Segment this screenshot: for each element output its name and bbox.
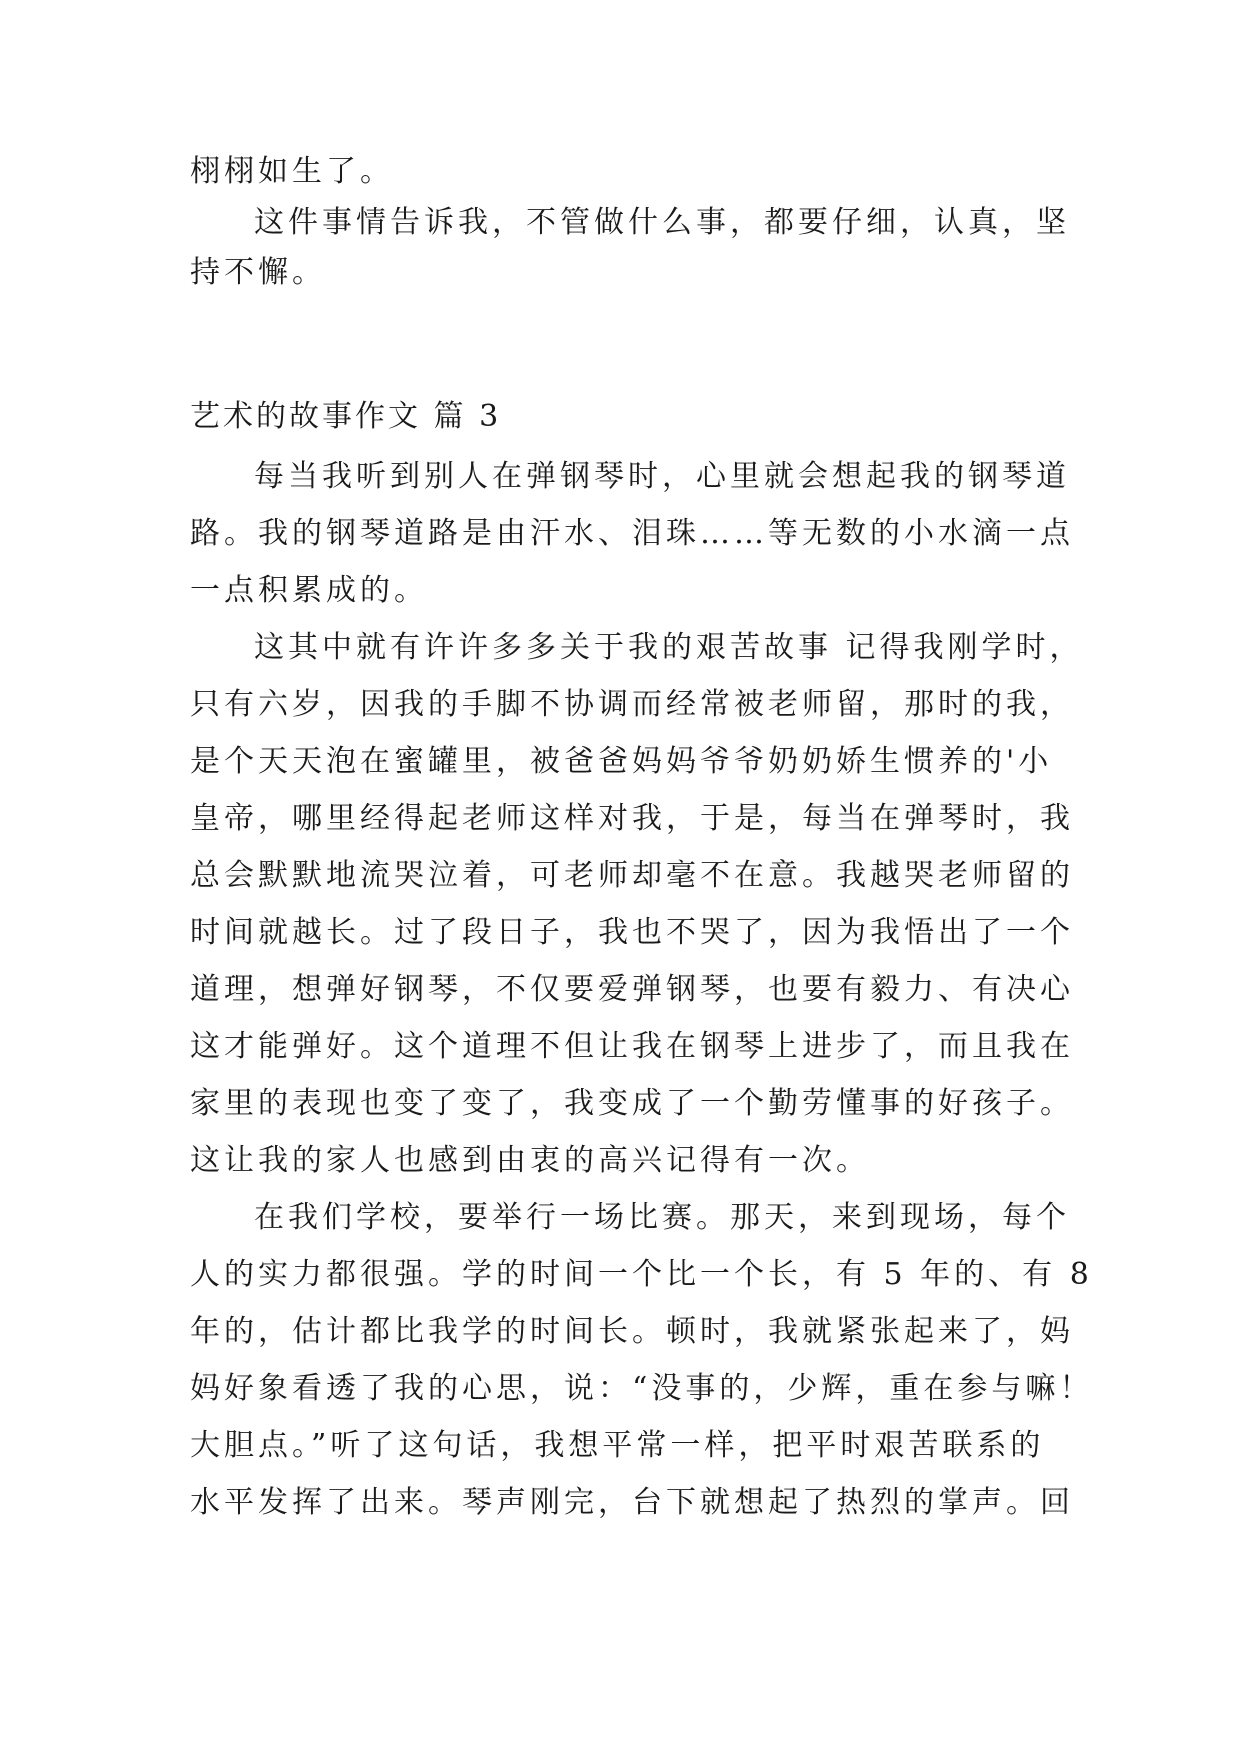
text-line: 时间就越长。过了段日子，我也不哭了，因为我悟出了一个 [190,915,1074,950]
text-line: 栩栩如生了。 [190,154,394,189]
text-line: 是个天天泡在蜜罐里，被爸爸妈妈爷爷奶奶娇生惯养的'小 [190,744,1053,779]
text-line: 每当我听到别人在弹钢琴时，心里就会想起我的钢琴道 [254,459,1070,494]
section-heading: 艺术的故事作文 篇 3 [190,399,502,434]
text-line: 一点积累成的。 [190,573,428,608]
text-line: 这件事情告诉我，不管做什么事，都要仔细，认真，坚 [254,205,1070,240]
text-line: 只有六岁，因我的手脚不协调而经常被老师留，那时的我， [190,687,1074,722]
text-line: 总会默默地流哭泣着，可老师却毫不在意。我越哭老师留的 [190,858,1074,893]
text-line: 这才能弹好。这个道理不但让我在钢琴上进步了，而且我在 [190,1029,1074,1064]
text-line: 皇帝，哪里经得起老师这样对我，于是，每当在弹琴时，我 [190,801,1074,836]
text-line: 年的，估计都比我学的时间长。顿时，我就紧张起来了，妈 [190,1314,1074,1349]
text-line: 持不懈。 [190,255,326,290]
text-line: 水平发挥了出来。琴声刚完，台下就想起了热烈的掌声。回 [190,1485,1074,1520]
text-line: 大胆点。”听了这句话，我想平常一样，把平时艰苦联系的 [190,1428,1045,1463]
text-line: 这其中就有许许多多关于我的艰苦故事 记得我刚学时， [254,630,1084,665]
text-line: 路。我的钢琴道路是由汗水、泪珠……等无数的小水滴一点 [190,516,1074,551]
text-line: 家里的表现也变了变了，我变成了一个勤劳懂事的好孩子。 [190,1086,1074,1121]
text-line: 这让我的家人也感到由衷的高兴记得有一次。 [190,1143,870,1178]
text-line: 妈好象看透了我的心思，说：“没事的，少辉，重在参与嘛！ [190,1371,1094,1406]
text-line: 人的实力都很强。学的时间一个比一个长，有 5 年的、有 8 [190,1257,1093,1292]
text-line: 在我们学校，要举行一场比赛。那天，来到现场，每个 [254,1200,1070,1235]
text-line: 道理，想弹好钢琴，不仅要爱弹钢琴，也要有毅力、有决心 [190,972,1074,1007]
